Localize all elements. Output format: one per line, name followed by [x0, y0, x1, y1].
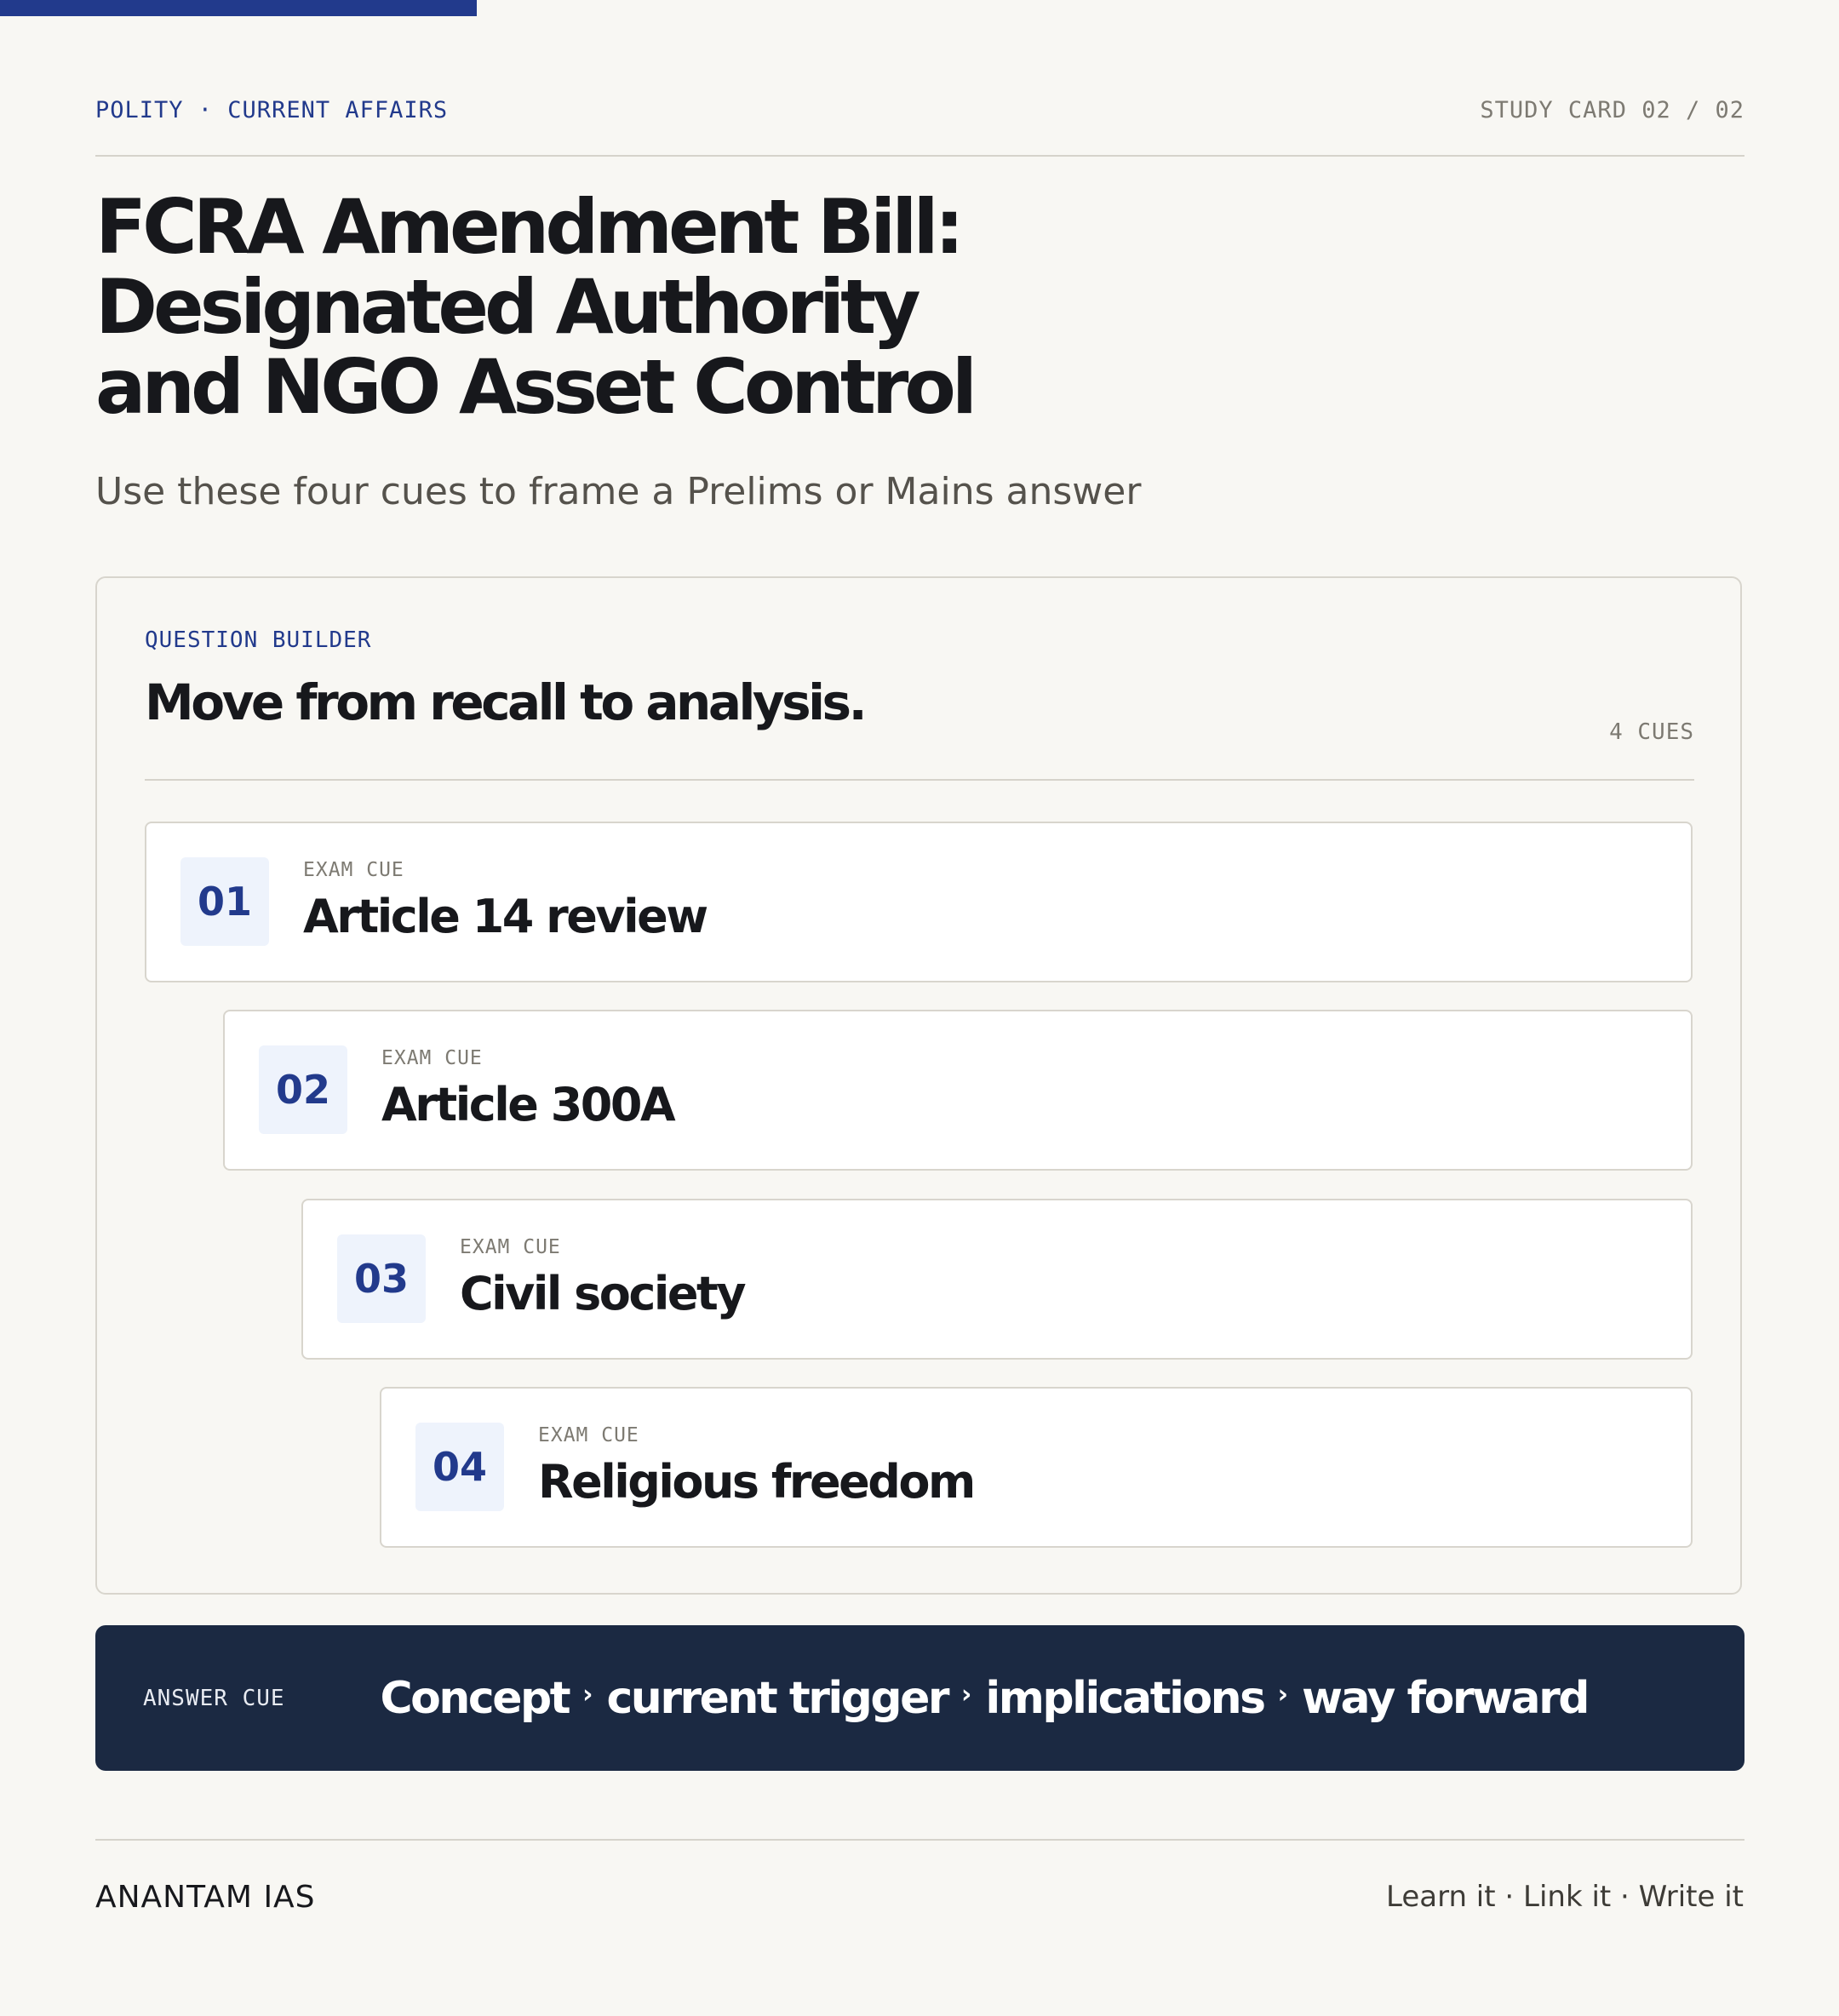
answer-step-implications: implications	[985, 1672, 1264, 1724]
header	[95, 95, 1744, 124]
cue-label: EXAM CUE	[381, 1047, 483, 1069]
page-title	[95, 183, 1202, 431]
footer-divider	[95, 1839, 1744, 1841]
answer-step-way-forward: way forward	[1301, 1672, 1588, 1724]
answer-cue-panel	[95, 1625, 1744, 1771]
footer-tagline: Learn it · Link it · Write it	[1385, 1880, 1744, 1914]
cue-card-1	[145, 822, 1693, 982]
cue-text: Civil society	[460, 1267, 745, 1320]
cue-text: Article 300A	[381, 1078, 674, 1131]
footer-brand: ANANTAM IAS	[95, 1880, 316, 1915]
cue-label: EXAM CUE	[303, 859, 404, 881]
cue-number-badge: 04	[415, 1423, 504, 1511]
cue-card-2	[223, 1010, 1693, 1171]
cue-number-badge: 03	[337, 1234, 426, 1323]
answer-step-trigger: current trigger	[606, 1672, 948, 1724]
answer-flow	[381, 1625, 1588, 1771]
cue-text: Article 14 review	[303, 890, 707, 943]
cue-card-4	[380, 1387, 1693, 1548]
title-line-3: and NGO Asset Control	[95, 343, 974, 431]
accent-bar	[0, 0, 477, 16]
title-line-1: FCRA Amendment Bill:	[95, 183, 960, 271]
cue-text: Religious freedom	[538, 1455, 974, 1509]
header-divider	[95, 155, 1744, 157]
answer-step-concept: Concept	[380, 1672, 570, 1724]
cue-number-badge: 02	[259, 1045, 347, 1134]
title-line-2: Designated Authority	[95, 263, 917, 351]
cue-label: EXAM CUE	[460, 1236, 561, 1258]
page-subtitle: Use these four cues to frame a Prelims or Mains answer	[95, 470, 1142, 513]
chevron-right-icon: ›	[1277, 1680, 1288, 1710]
cue-count: 4 CUES	[1609, 719, 1694, 745]
card-counter: STUDY CARD 02 / 02	[1480, 96, 1744, 123]
builder-kicker: QUESTION BUILDER	[145, 627, 372, 653]
chevron-right-icon: ›	[961, 1680, 972, 1710]
category-kicker: POLITY · CURRENT AFFAIRS	[95, 96, 449, 123]
cue-label: EXAM CUE	[538, 1424, 639, 1446]
answer-label: ANSWER CUE	[143, 1685, 285, 1711]
cue-number-badge: 01	[180, 857, 269, 946]
builder-heading: Move from recall to analysis.	[145, 673, 865, 731]
question-builder-panel	[95, 576, 1742, 1595]
chevron-right-icon: ›	[582, 1680, 593, 1710]
cue-card-3	[301, 1199, 1693, 1360]
builder-divider	[145, 779, 1694, 781]
